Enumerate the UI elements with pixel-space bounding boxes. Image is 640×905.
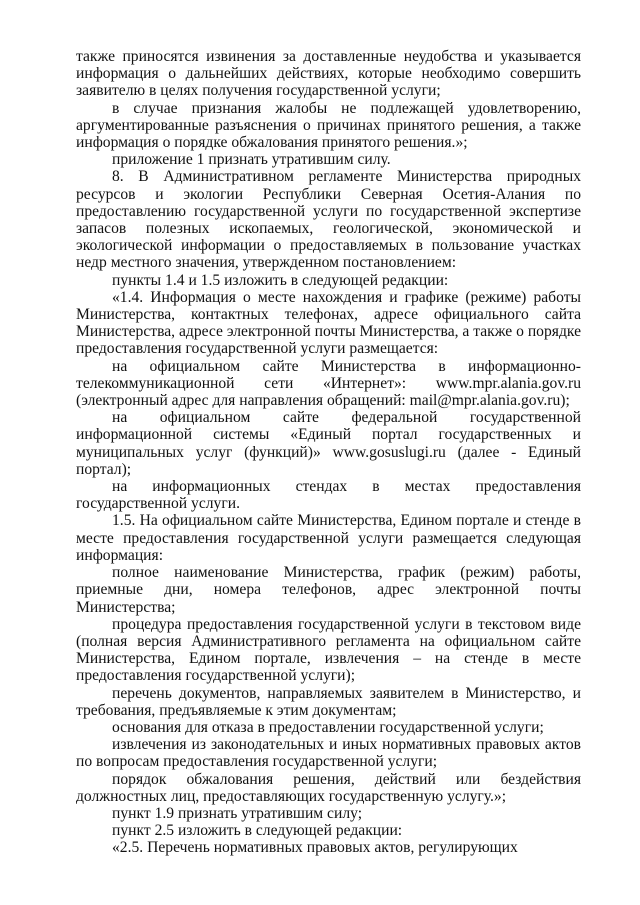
paragraph-info-stands: на информационных стендах в местах предоставления государственной услуги. — [76, 478, 581, 513]
paragraph-complaint-rejected: в случае признания жалобы не подлежащей удовлетворению, аргументированные разъяснения о причинах принятого решения, а также информация о порядке обжалования принятого решения.»; — [76, 99, 581, 152]
paragraph-item-1-9-void: пункт 1.9 признать утратившим силу; — [112, 804, 363, 822]
paragraph-documents-list: перечень документов, направляемых заявителем в Министерство, и требования, предъявляемые к этим документам; — [76, 684, 581, 719]
document-page — [76, 48, 581, 857]
paragraph-clause-1-4: «1.4. Информация о месте нахождения и графике (режиме) работы Министерства, контактных телефонах, адресе официального сайта Министерства, адресе электронной почты Министерства, а также о порядке предоставления государственной услуги размещается: — [76, 288, 581, 358]
paragraph-refusal-grounds: основания для отказа в предоставлении государственной услуги; — [112, 718, 544, 736]
paragraph-appeal-procedure: порядок обжалования решения, действий или бездействия должностных лиц, предоставляющих государственную услугу.»; — [76, 770, 581, 805]
paragraph-procedure: процедура предоставления государственной услуги в текстовом виде (полная версия Административного регламента на официальном сайте Министерства, Едином портале, извлечения – на стенде в месте предоставления государственной услуги); — [76, 615, 581, 685]
paragraph-items-1-4-1-5: пункты 1.4 и 1.5 изложить в следующей редакции: — [112, 271, 449, 289]
paragraph-clause-2-5: «2.5. Перечень нормативных правовых актов, регулирующих — [112, 839, 518, 857]
paragraph-unified-portal: на официальном сайте федеральной государственной информационной системы «Единый портал государственных и муниципальных услуг (функций)» www.gosuslugi.ru (далее - Единый портал); — [76, 409, 581, 478]
paragraph-item-2-5: пункт 2.5 изложить в следующей редакции: — [112, 822, 403, 840]
paragraph-item-8: 8. В Административном регламенте Министерства природных ресурсов и экологии Республики Северная Осетия-Алания по предоставлению государственной услуги по государственной экспертизе запасов полезных ископаемых, геологической, экономической и экологической информации о предоставляемых в пользование участках недр местного значения, утвержденном постановлением: — [76, 168, 581, 272]
paragraph-clause-1-5: 1.5. На официальном сайте Министерства, Едином портале и стенде в месте предоставления государственной услуги размещается следующая информация: — [76, 512, 581, 564]
paragraph-appendix-1-void: приложение 1 признать утратившим силу. — [112, 151, 391, 169]
paragraph-official-site: на официальном сайте Министерства в информационно-телекоммуникационной сети «Интернет»: www.mpr.alania.gov.ru (электронный адрес для направления обращений: mail@mpr.alania.gov.ru); — [76, 357, 581, 410]
paragraph-ministry-name: полное наименование Министерства, график (режим) работы, приемные дни, номера телефонов, адрес электронной почты Министерства; — [76, 564, 581, 616]
paragraph-legal-extracts: извлечения из законодательных и иных нормативных правовых актов по вопросам предоставления государственной услуги; — [76, 736, 581, 771]
paragraph-apology-info: также приносятся извинения за доставленные неудобства и указывается информация о дальнейших действиях, которые необходимо совершить заявителю в целях получения государственной услуги; — [76, 48, 581, 100]
